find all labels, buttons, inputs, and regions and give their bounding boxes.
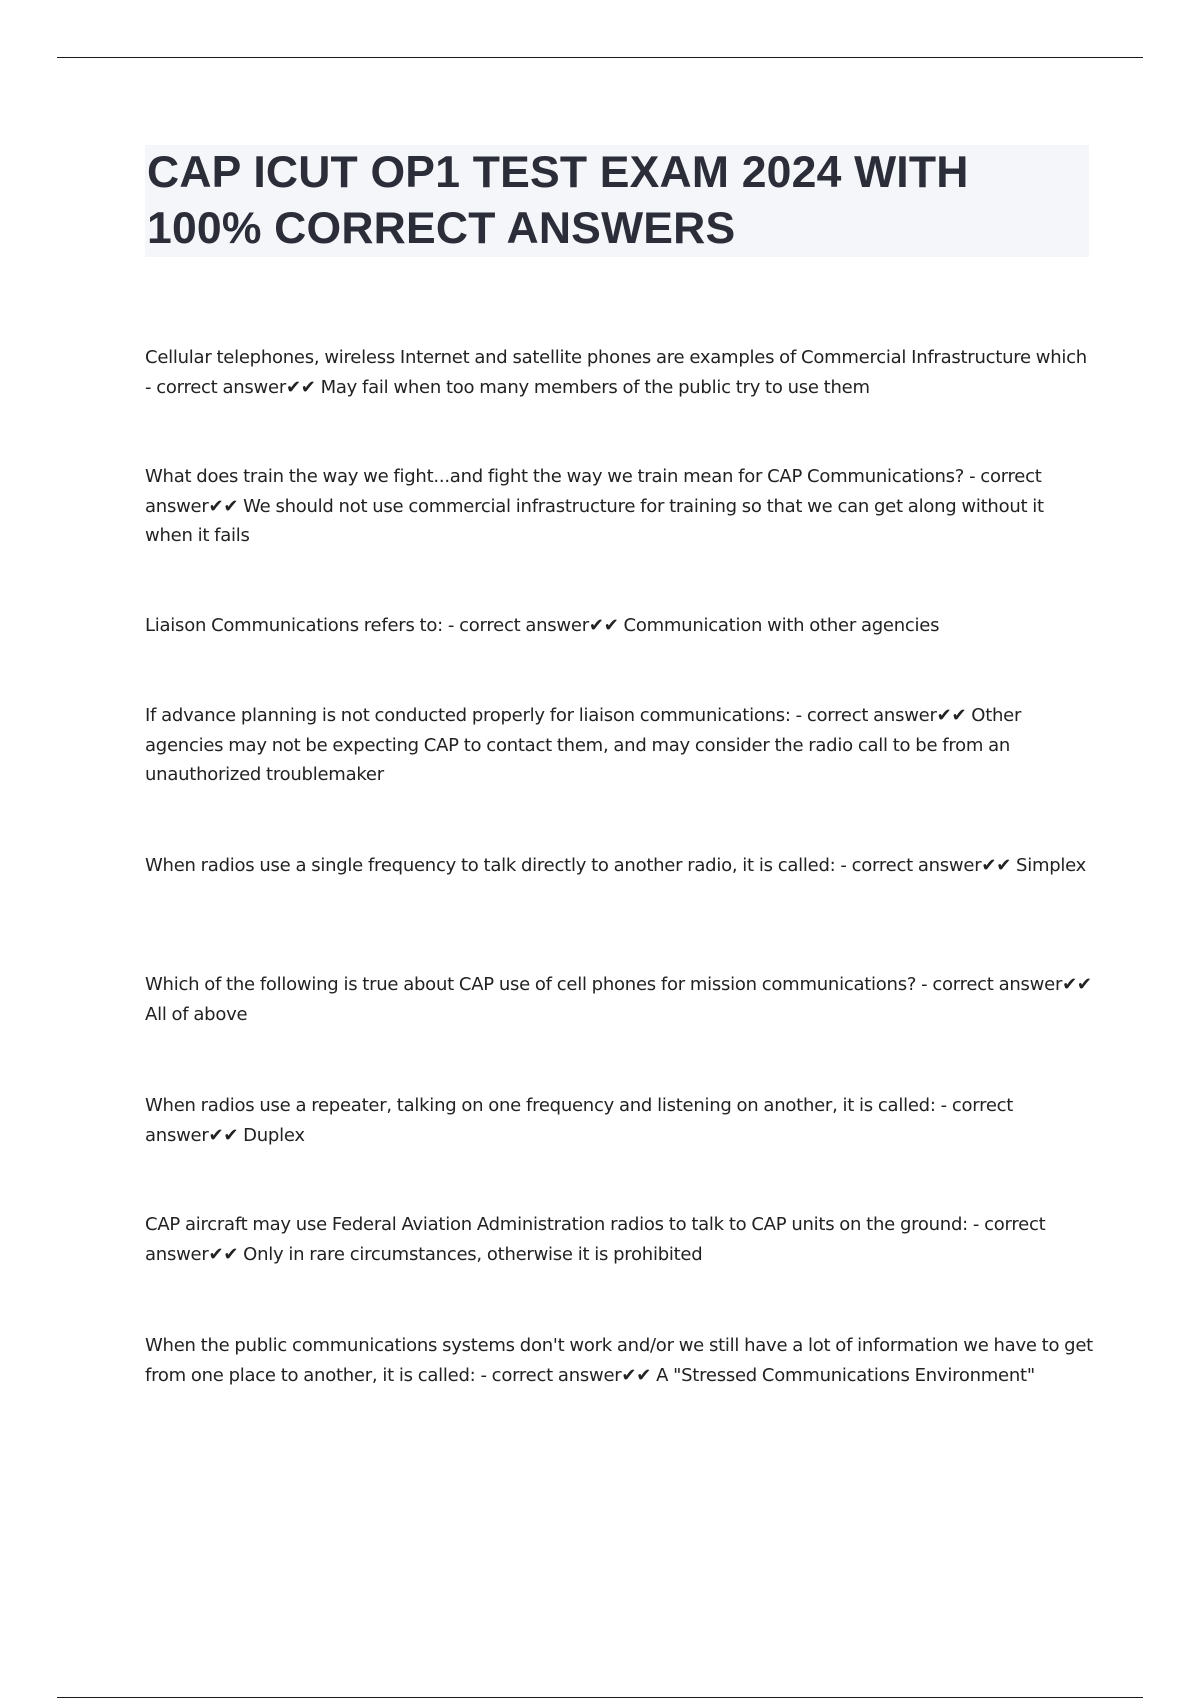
bottom-rule bbox=[57, 1697, 1143, 1698]
qa-item-8: CAP aircraft may use Federal Aviation Administration radios to talk to CAP units on the ground: - correct answer✔✔ Only in rare circumstances, otherwise it is prohibited bbox=[145, 1214, 1046, 1265]
title-block bbox=[145, 145, 1089, 257]
qa-item-3: Liaison Communications refers to: - correct answer✔✔ Communication with other agencies bbox=[145, 615, 940, 636]
document-title: CAP ICUT OP1 TEST EXAM 2024 WITH 100% CORRECT ANSWERS bbox=[147, 148, 969, 253]
qa-item-5: When radios use a single frequency to talk directly to another radio, it is called: - correct answer✔✔ Simplex bbox=[145, 855, 1087, 876]
qa-item-9: When the public communications systems don't work and/or we still have a lot of information we have to get from one place to another, it is called: - correct answer✔✔ A "Stressed Communications Environment" bbox=[145, 1335, 1093, 1386]
top-rule bbox=[57, 57, 1143, 58]
qa-item-2: What does train the way we fight...and fight the way we train mean for CAP Communications? - correct answer✔✔ We should not use commercial infrastructure for training so that we can get along without it when it fails bbox=[145, 466, 1044, 546]
qa-item-1: Cellular telephones, wireless Internet and satellite phones are examples of Commercial Infrastructure which - correct answer✔✔ May fail when too many members of the public try to use them bbox=[145, 347, 1087, 398]
qa-item-4: If advance planning is not conducted properly for liaison communications: - correct answer✔✔ Other agencies may not be expecting CAP to contact them, and may consider the radio call to be from an unauthorized troublemaker bbox=[145, 705, 1022, 785]
qa-item-6: Which of the following is true about CAP use of cell phones for mission communications? - correct answer✔✔ All of above bbox=[145, 974, 1092, 1025]
qa-item-7: When radios use a repeater, talking on one frequency and listening on another, it is called: - correct answer✔✔ Duplex bbox=[145, 1095, 1014, 1146]
